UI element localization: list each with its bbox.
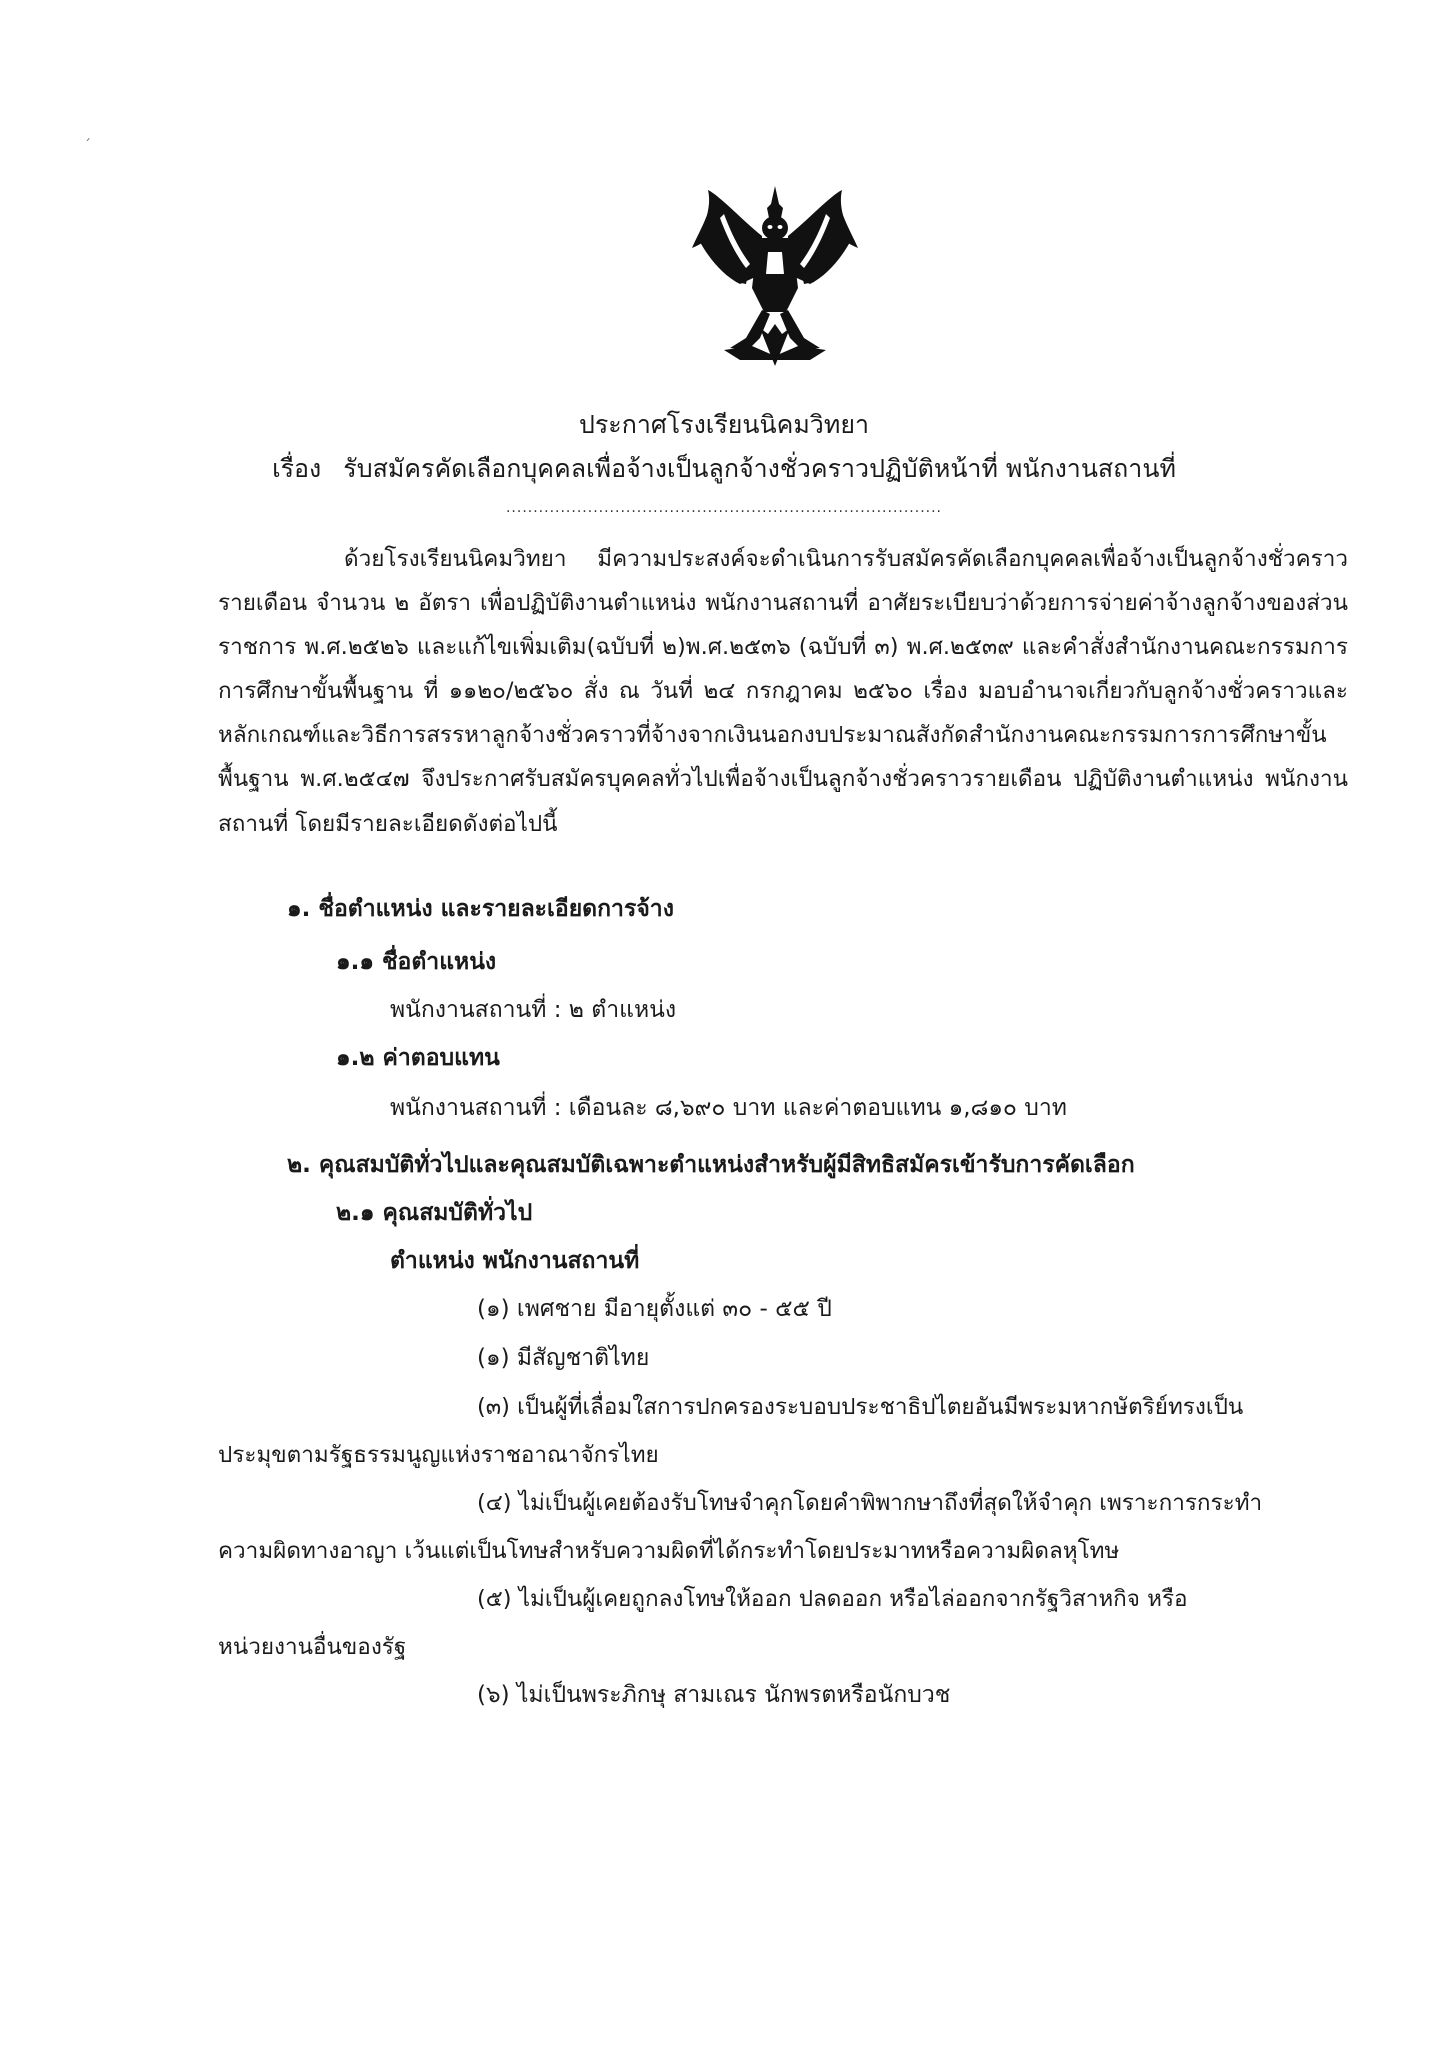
qualification-5-line1: (๕) ไม่เป็นผู้เคยถูกลงโทษให้ออก ปลดออก หรือไล่ออกจากรัฐวิสาหกิจ หรือ (477, 1586, 1188, 1612)
intro-paragraph: ด้วยโรงเรียนนิคมวิทยา มีความประสงค์จะดำเนินการรับสมัครคัดเลือกบุคคลเพื่อจ้างเป็นลูกจ้างชั่วคราวรายเดือน จำนวน ๒ อัตรา เพื่อปฏิบัติงานตำแหน่ง พนักงานสถานที่ อาศัยระเบียบว่าด้วยการจ่ายค่าจ้างลูกจ้างของส่วนราชการ พ.ศ.๒๕๒๖ และแก้ไขเพิ่มเติม(ฉบับที่ ๒)พ.ศ.๒๕๓๖ (ฉบับที่ ๓) พ.ศ.๒๕๓๙ และคำสั่งสำนักงานคณะกรรมการการศึกษาขั้นพื้นฐาน ที่ ๑๑๒๐/๒๕๖๐ สั่ง ณ วันที่ ๒๔ กรกฎาคม ๒๕๖๐ เรื่อง มอบอำนาจเกี่ยวกับลูกจ้างชั่วคราวและหลักเกณฑ์และวิธีการสรรหาลูกจ้างชั่วคราวที่จ้างจากเงินนอกงบประมาณสังกัดสำนักงานคณะกรรมการการศึกษาขั้นพื้นฐาน พ.ศ.๒๕๔๗ จึงประกาศรับสมัครบุคคลทั่วไปเพื่อจ้างเป็นลูกจ้างชั่วคราวรายเดือน ปฏิบัติงานตำแหน่ง พนักงานสถานที่ โดยมีรายละเอียดดังต่อไปนี้ (218, 546, 1348, 837)
section1-1-heading: ๑.๑ ชื่อตำแหน่ง (336, 949, 497, 975)
qualification-4-line1: (๔) ไม่เป็นผู้เคยต้องรับโทษจำคุกโดยคำพิพากษาถึงที่สุดให้จำคุก เพราะการกระทำ (477, 1490, 1263, 1516)
announcement-title: ประกาศโรงเรียนนิคมวิทยา (578, 410, 870, 439)
section2-1-heading: ๒.๑ คุณสมบัติทั่วไป (336, 1200, 533, 1226)
qualification-1: (๑) เพศชาย มีอายุตั้งแต่ ๓๐ - ๕๕ ปี (477, 1296, 832, 1322)
section1-2-heading: ๑.๒ ค่าตอบแทน (336, 1045, 500, 1071)
section1-2-text: พนักงานสถานที่ : เดือนละ ๘,๖๙๐ บาท และค่าตอบแทน ๑,๘๑๐ บาท (390, 1095, 1067, 1121)
section2-heading: ๒. คุณสมบัติทั่วไปและคุณสมบัติเฉพาะตำแหน่งสำหรับผู้มีสิทธิสมัครเข้ารับการคัดเลือก (287, 1152, 1135, 1178)
scan-artifact: ˊ (84, 138, 91, 154)
qualification-3-line2: ประมุขตามรัฐธรรมนูญแห่งราชอาณาจักรไทย (218, 1442, 659, 1468)
title-separator: ................................................................................ (505, 500, 942, 516)
qualification-3-line1: (๓) เป็นผู้ที่เลื่อมใสการปกครองระบอบประชาธิปไตยอันมีพระมหากษัตริย์ทรงเป็น (477, 1394, 1244, 1420)
qualification-4-line2: ความผิดทางอาญา เว้นแต่เป็นโทษสำหรับความผิดที่ได้กระทำโดยประมาทหรือความผิดลหุโทษ (218, 1538, 1120, 1564)
qualification-2: (๑) มีสัญชาติไทย (477, 1345, 650, 1371)
qualification-6: (๖) ไม่เป็นพระภิกษุ สามเณร นักพรตหรือนักบวช (477, 1682, 951, 1708)
garuda-emblem-icon (690, 178, 860, 368)
subject-label: เรื่อง (272, 454, 322, 483)
announcement-subject (0, 449, 1448, 489)
section1-1-text: พนักงานสถานที่ : ๒ ตำแหน่ง (390, 997, 677, 1023)
subject-text: รับสมัครคัดเลือกบุคคลเพื่อจ้างเป็นลูกจ้างชั่วคราวปฏิบัติหน้าที่ พนักงานสถานที่ (343, 454, 1176, 483)
section1-heading: ๑. ชื่อตำแหน่ง และรายละเอียดการจ้าง (287, 896, 674, 922)
position-heading: ตำแหน่ง พนักงานสถานที่ (390, 1248, 640, 1274)
qualification-5-line2: หน่วยงานอื่นของรัฐ (218, 1634, 407, 1660)
